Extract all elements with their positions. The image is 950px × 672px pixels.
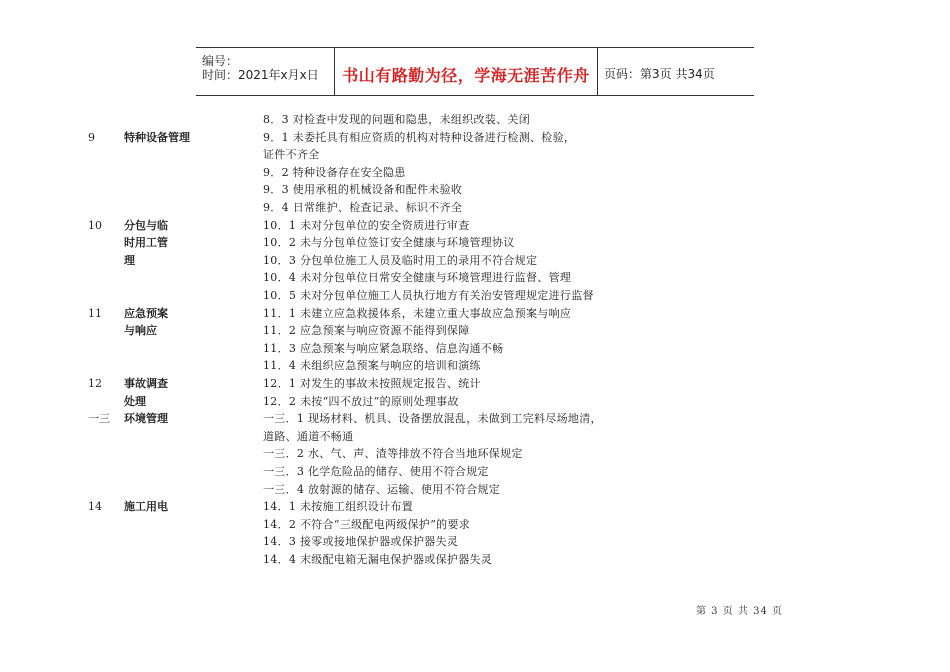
row-item-text: 14．1 未按施工组织设计布置 (263, 500, 413, 513)
row-category: 理 (124, 254, 135, 267)
row-item-text: 9．3 使用承租的机械设备和配件未验收 (263, 183, 463, 196)
row-item-text: 9．4 日常维护、检查记录、标识不齐全 (263, 201, 463, 214)
page-header (196, 47, 754, 96)
row-item-text: 12．2 未按“四不放过”的原则处理事故 (263, 395, 459, 408)
document-code-label: 编号： (202, 54, 239, 68)
row-item-text: 8．3 对检查中发现的问题和隐患，未组织改装、关闭 (263, 113, 530, 126)
row-item-text: 11．2 应急预案与响应资源不能得到保障 (263, 324, 470, 337)
row-number: 14 (88, 500, 102, 513)
row-category: 时用工管 (124, 236, 168, 249)
row-item-text: 一三．2 水、气、声、渣等排放不符合当地环保规定 (263, 447, 523, 460)
row-number: 11 (88, 307, 102, 320)
row-item-text: 10．1 未对分包单位的安全资质进行审查 (263, 219, 470, 232)
row-item-text: 证件不齐全 (263, 148, 320, 161)
header-page-number: 页码：第3页 共34页 (604, 67, 715, 81)
row-item-text: 11．4 未组织应急预案与响应的培训和演练 (263, 359, 481, 372)
row-item-text: 14．3 接零或接地保护器或保护器失灵 (263, 535, 459, 548)
row-item-text: 一三．1 现场材料、机具、设备摆放混乱，未做到工完料尽场地清， (263, 412, 602, 425)
row-item-text: 9．1 未委托具有相应资质的机构对特种设备进行检测、检验， (263, 131, 576, 144)
row-category: 应急预案 (124, 307, 168, 320)
row-item-text: 10．5 未对分包单位施工人员执行地方有关治安管理规定进行监督 (263, 289, 594, 302)
row-category: 环境管理 (124, 412, 168, 425)
row-item-text: 10．4 未对分包单位日常安全健康与环境管理进行监督、管理 (263, 271, 572, 284)
row-item-text: 10．2 未与分包单位签订安全健康与环境管理协议 (263, 236, 515, 249)
row-item-text: 9．2 特种设备存在安全隐患 (263, 166, 406, 179)
row-item-text: 11．1 未建立应急救援体系，未建立重大事故应急预案与响应 (263, 307, 572, 320)
header-page-cell (598, 48, 754, 95)
header-meta-cell (196, 48, 335, 95)
row-category: 施工用电 (124, 500, 168, 513)
row-item-text: 10．3 分包单位施工人员及临时用工的录用不符合规定 (263, 254, 538, 267)
row-item-text: 11．3 应急预案与响应紧急联络、信息沟通不畅 (263, 342, 504, 355)
row-category: 分包与临 (124, 219, 168, 232)
row-item-text: 一三．4 放射源的储存、运输、使用不符合规定 (263, 483, 501, 496)
row-category: 与响应 (124, 324, 157, 337)
row-category: 特种设备管理 (124, 131, 190, 144)
row-number: 10 (88, 219, 102, 232)
row-item-text: 12．1 对发生的事故未按照规定报告、统计 (263, 377, 481, 390)
row-number: 一三 (88, 412, 110, 425)
row-number: 9 (88, 131, 95, 144)
header-motto: 书山有路勤为径，学海无涯苦作舟 (342, 66, 590, 85)
row-item-text: 道路、通道不畅通 (263, 430, 354, 443)
row-number: 12 (88, 377, 102, 390)
document-date-label: 时间：2021年x月x日 (202, 68, 319, 82)
row-item-text: 一三．3 化学危险品的储存、使用不符合规定 (263, 465, 489, 478)
row-category: 事故调查 (124, 377, 168, 390)
header-motto-cell (335, 48, 598, 95)
row-item-text: 14．2 不符合“三级配电两级保护”的要求 (263, 518, 471, 531)
page-footer: 第 3 页 共 34 页 (696, 606, 783, 617)
row-item-text: 14．4 末级配电箱无漏电保护器或保护器失灵 (263, 553, 493, 566)
row-category: 处理 (124, 395, 146, 408)
